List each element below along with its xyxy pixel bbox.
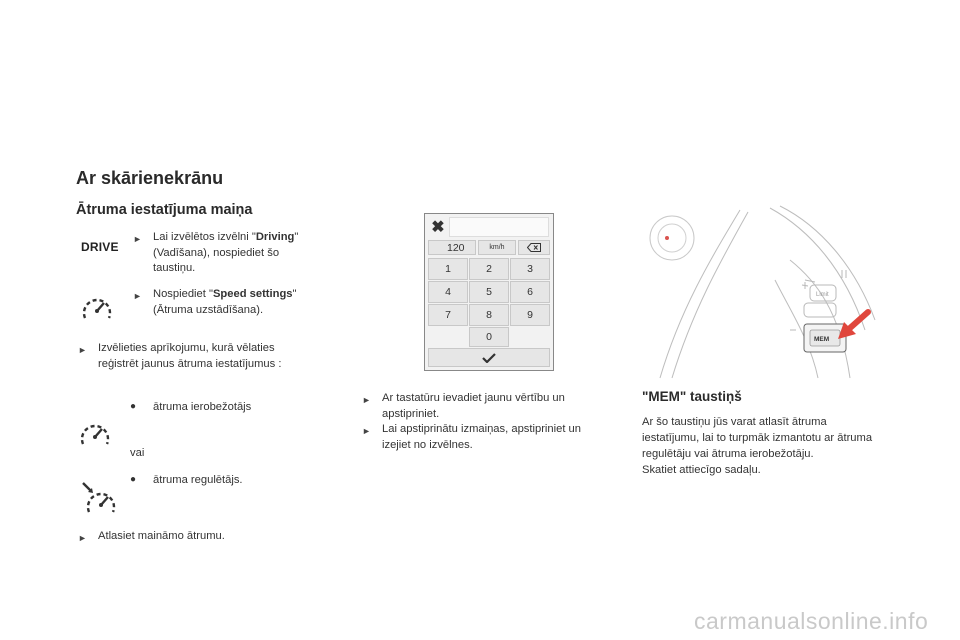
or-text: vai <box>130 447 145 459</box>
limit-label: Limit <box>816 292 829 298</box>
key-8[interactable]: 8 <box>469 304 509 326</box>
key-2[interactable]: 2 <box>469 258 509 280</box>
dot-bullet: ● <box>130 474 137 485</box>
key-3[interactable]: 3 <box>510 258 550 280</box>
key-5[interactable]: 5 <box>469 281 509 303</box>
key-1[interactable]: 1 <box>428 258 468 280</box>
dot-bullet: ● <box>130 401 137 412</box>
bullet-icon: ► <box>362 426 371 436</box>
subsection-title: Ātruma iestatījuma maiņa <box>76 202 253 218</box>
key-9[interactable]: 9 <box>510 304 550 326</box>
bullet-icon: ► <box>78 533 87 543</box>
cruise-control-icon <box>80 480 120 518</box>
step-select-speed: Atlasiet maināmo ātrumu. <box>98 530 225 542</box>
keypad-header <box>449 217 549 237</box>
step-choose-equipment: Izvēlieties aprīkojumu, kurā vēlaties reģistrēt jaunus ātruma iestatījumus : <box>98 342 282 370</box>
keypad-screen <box>424 213 554 371</box>
drive-button-label: DRIVE <box>81 240 119 254</box>
check-icon[interactable] <box>428 348 550 367</box>
step-enter-value: Ar tastatūru ievadiet jaunu vērtību un apstipriniet. <box>382 392 565 420</box>
bullet-icon: ► <box>133 234 142 244</box>
key-6[interactable]: 6 <box>510 281 550 303</box>
mem-button-title: "MEM" taustiņš <box>642 389 742 404</box>
speed-limiter-icon <box>78 418 112 452</box>
key-0[interactable]: 0 <box>469 327 509 347</box>
speedometer-icon <box>80 292 114 326</box>
step-select-driving: Lai izvēlētos izvēlni "Driving" (Vadīšana), nospiediet šo taustiņu. <box>153 231 299 274</box>
key-4[interactable]: 4 <box>428 281 468 303</box>
option-speed-limiter: ātruma ierobežotājs <box>153 401 252 413</box>
speed-value-display: 120 <box>428 240 476 255</box>
bullet-icon: ► <box>362 395 371 405</box>
key-7[interactable]: 7 <box>428 304 468 326</box>
close-icon[interactable]: ✖ <box>431 219 445 236</box>
mem-description: Ar šo taustiņu jūs varat atlasīt ātruma iestatījumu, lai to turpmāk izmantotu ar ātruma regulētāju vai ātruma ierobežotāju. Skatiet attiecīgo sadaļu. <box>642 416 873 476</box>
unit-label: km/h <box>478 240 516 255</box>
step-speed-settings: Nospiediet "Speed settings" (Ātruma uzstādīšana). <box>153 288 297 316</box>
steering-wheel-illustration <box>640 200 880 380</box>
bullet-icon: ► <box>133 291 142 301</box>
backspace-icon[interactable] <box>518 240 550 255</box>
bullet-icon: ► <box>78 345 87 355</box>
step-confirm-exit: Lai apstiprinātu izmaiņas, apstipriniet un izejiet no izvēlnes. <box>382 423 581 451</box>
watermark: carmanualsonline.info <box>694 608 929 634</box>
option-cruise-control: ātruma regulētājs. <box>153 474 243 486</box>
section-title: Ar skārienekrānu <box>76 168 224 188</box>
mem-button-label: MEM <box>814 336 830 343</box>
